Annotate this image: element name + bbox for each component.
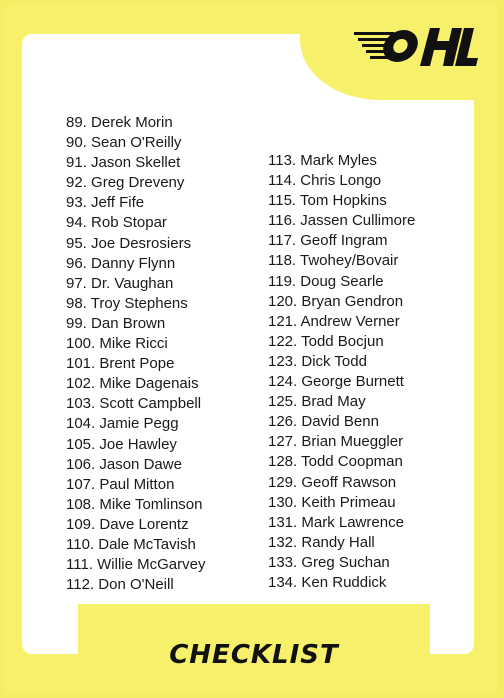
- checklist-entry: [268, 251, 415, 271]
- player-name: Jason Dawe: [99, 455, 182, 473]
- checklist-entry: [268, 312, 415, 332]
- checklist-entry: [66, 535, 205, 555]
- card-number: 130.: [268, 493, 298, 511]
- checklist-entry: [268, 191, 415, 211]
- card-number: 128.: [268, 453, 298, 471]
- player-name: Brian Mueggler: [301, 433, 404, 451]
- player-name: Mark Myles: [300, 152, 377, 169]
- checklist-entry: [66, 113, 205, 133]
- card-number: 120.: [268, 292, 298, 310]
- player-name: Jamie Pegg: [99, 415, 179, 433]
- player-name: Geoff Rawson: [301, 473, 397, 491]
- card-number: 109.: [66, 515, 96, 533]
- card-number: 110.: [66, 535, 95, 553]
- footer-corner-right: [430, 594, 474, 654]
- checklist-entry: [66, 455, 205, 475]
- checklist-entry: [268, 272, 415, 292]
- player-name: Chris Longo: [300, 172, 382, 190]
- checklist-entry: [66, 435, 205, 455]
- checklist-entry: [66, 314, 205, 334]
- player-name: Derek Morin: [91, 114, 173, 131]
- checklist-entry: [268, 292, 415, 312]
- checklist-entry: [268, 452, 415, 472]
- card-number: 95.: [66, 234, 87, 252]
- checklist-entry: [66, 575, 205, 595]
- player-name: David Benn: [301, 413, 379, 431]
- checklist-entry: [268, 573, 415, 593]
- player-name: Andrew Verner: [300, 312, 400, 330]
- player-name: Sean O'Reilly: [91, 134, 182, 152]
- checklist-entry: [268, 493, 415, 513]
- checklist-entry: [66, 394, 205, 414]
- player-name: Greg Suchan: [301, 553, 390, 571]
- player-name: Dr. Vaughan: [91, 274, 174, 292]
- player-name: Bryan Gendron: [301, 292, 404, 310]
- checklist-title: CHECKLIST: [169, 640, 339, 670]
- player-name: Twohey/Bovair: [300, 252, 399, 270]
- checklist-entry: [268, 533, 415, 553]
- checklist-entry: [66, 213, 205, 233]
- card-number: 112.: [66, 576, 95, 594]
- checklist-entry: [268, 513, 415, 533]
- card-number: 115.: [268, 192, 297, 210]
- checklist-entry: [66, 515, 205, 535]
- checklist-entry: [268, 231, 415, 251]
- player-name: Dick Todd: [301, 352, 367, 370]
- player-name: Brent Pope: [99, 355, 175, 373]
- card-number: 132.: [268, 533, 298, 551]
- player-name: Scott Campbell: [99, 395, 202, 413]
- card-number: 126.: [268, 413, 298, 431]
- player-name: Dan Brown: [91, 314, 166, 332]
- checklist-entry: [66, 475, 205, 495]
- card-number: 96.: [66, 254, 87, 272]
- checklist-entry: [268, 352, 415, 372]
- checklist-entry: [66, 334, 205, 354]
- player-name: Dave Lorentz: [99, 515, 189, 533]
- card-number: 107.: [66, 475, 96, 493]
- checklist-entry: [268, 332, 415, 352]
- checklist-entry: [268, 473, 415, 493]
- card-number: 113.: [268, 152, 297, 169]
- player-name: Don O'Neill: [98, 576, 174, 594]
- checklist-entry: [268, 211, 415, 231]
- player-name: Ken Ruddick: [301, 573, 387, 591]
- player-name: Mike Tomlinson: [99, 495, 203, 513]
- card-number: 90.: [66, 134, 87, 152]
- checklist-entry: [268, 372, 415, 392]
- player-name: Mark Lawrence: [301, 513, 404, 531]
- player-name: Doug Searle: [300, 272, 384, 290]
- card-number: 105.: [66, 435, 96, 453]
- card-number: 99.: [66, 314, 87, 332]
- checklist-left-column: [66, 113, 205, 595]
- checklist-entry: [66, 153, 205, 173]
- card-number: 121.: [268, 312, 298, 330]
- player-name: Keith Primeau: [301, 493, 396, 511]
- player-name: Mike Ricci: [99, 335, 168, 353]
- card-number: 101.: [66, 355, 96, 373]
- card-number: 117.: [268, 232, 297, 250]
- player-name: Troy Stephens: [90, 294, 188, 312]
- card-number: 124.: [268, 373, 298, 391]
- card-number: 93.: [66, 194, 87, 212]
- card-number: 114.: [268, 172, 297, 190]
- player-name: Geoff Ingram: [300, 232, 388, 250]
- checklist-entry: [66, 414, 205, 434]
- checklist-entry: [66, 555, 205, 575]
- player-name: Randy Hall: [301, 533, 375, 551]
- player-name: Brad May: [301, 393, 366, 411]
- player-name: Mike Dagenais: [99, 375, 199, 393]
- player-name: Jassen Cullimore: [300, 212, 416, 230]
- player-name: Danny Flynn: [91, 254, 176, 272]
- card-number: 118.: [268, 252, 297, 270]
- checklist-entry: [66, 294, 205, 314]
- card-number: 100.: [66, 335, 96, 353]
- player-name: Willie McGarvey: [97, 556, 206, 574]
- checklist-entry: [66, 354, 205, 374]
- footer-corner-left: [22, 594, 78, 654]
- player-name: Tom Hopkins: [300, 192, 387, 210]
- card-number: 125.: [268, 393, 298, 411]
- card-number: 94.: [66, 214, 87, 232]
- player-name: Greg Dreveny: [91, 174, 185, 192]
- player-name: Dale McTavish: [98, 535, 196, 553]
- checklist-entry: [268, 553, 415, 573]
- checklist-entry: [66, 234, 205, 254]
- checklist-entry: [268, 171, 415, 191]
- card-number: 111.: [66, 556, 93, 574]
- card-number: 108.: [66, 495, 96, 513]
- checklist-entry: [268, 412, 415, 432]
- player-name: Todd Bocjun: [301, 332, 384, 350]
- checklist-entry: [66, 374, 205, 394]
- card-number: 103.: [66, 395, 96, 413]
- player-name: Todd Coopman: [301, 453, 403, 471]
- card-number: 129.: [268, 473, 298, 491]
- checklist-entry: [268, 432, 415, 452]
- card-number: 92.: [66, 174, 87, 192]
- checklist-entry: [66, 274, 205, 294]
- checklist-right-column: [268, 151, 415, 593]
- checklist-entry: [268, 151, 415, 171]
- player-name: George Burnett: [301, 373, 404, 391]
- card-number: 89.: [66, 114, 87, 131]
- card-number: 131.: [268, 513, 298, 531]
- card-number: 122.: [268, 332, 298, 350]
- player-name: Jeff Fife: [91, 194, 145, 212]
- checklist-entry: [268, 392, 415, 412]
- card-number: 133.: [268, 553, 298, 571]
- checklist-entry: [66, 254, 205, 274]
- card-number: 104.: [66, 415, 96, 433]
- card-number: 116.: [268, 212, 297, 230]
- ohl-logo-icon: [354, 20, 478, 70]
- player-name: Rob Stopar: [91, 214, 167, 232]
- card-number: 134.: [268, 573, 298, 591]
- player-name: Paul Mitton: [99, 475, 175, 493]
- card-number: 98.: [66, 294, 87, 312]
- player-name: Jason Skellet: [91, 154, 181, 172]
- card-number: 119.: [268, 272, 297, 290]
- checklist-entry: [66, 495, 205, 515]
- card-number: 102.: [66, 375, 96, 393]
- card-number: 97.: [66, 274, 87, 292]
- card-number: 123.: [268, 352, 298, 370]
- card-number: 127.: [268, 433, 298, 451]
- checklist-entry: [66, 173, 205, 193]
- player-name: Joe Desrosiers: [91, 234, 192, 252]
- card-number: 106.: [66, 455, 96, 473]
- checklist-entry: [66, 193, 205, 213]
- checklist-entry: [66, 133, 205, 153]
- card-number: 91.: [66, 154, 87, 172]
- player-name: Joe Hawley: [99, 435, 177, 453]
